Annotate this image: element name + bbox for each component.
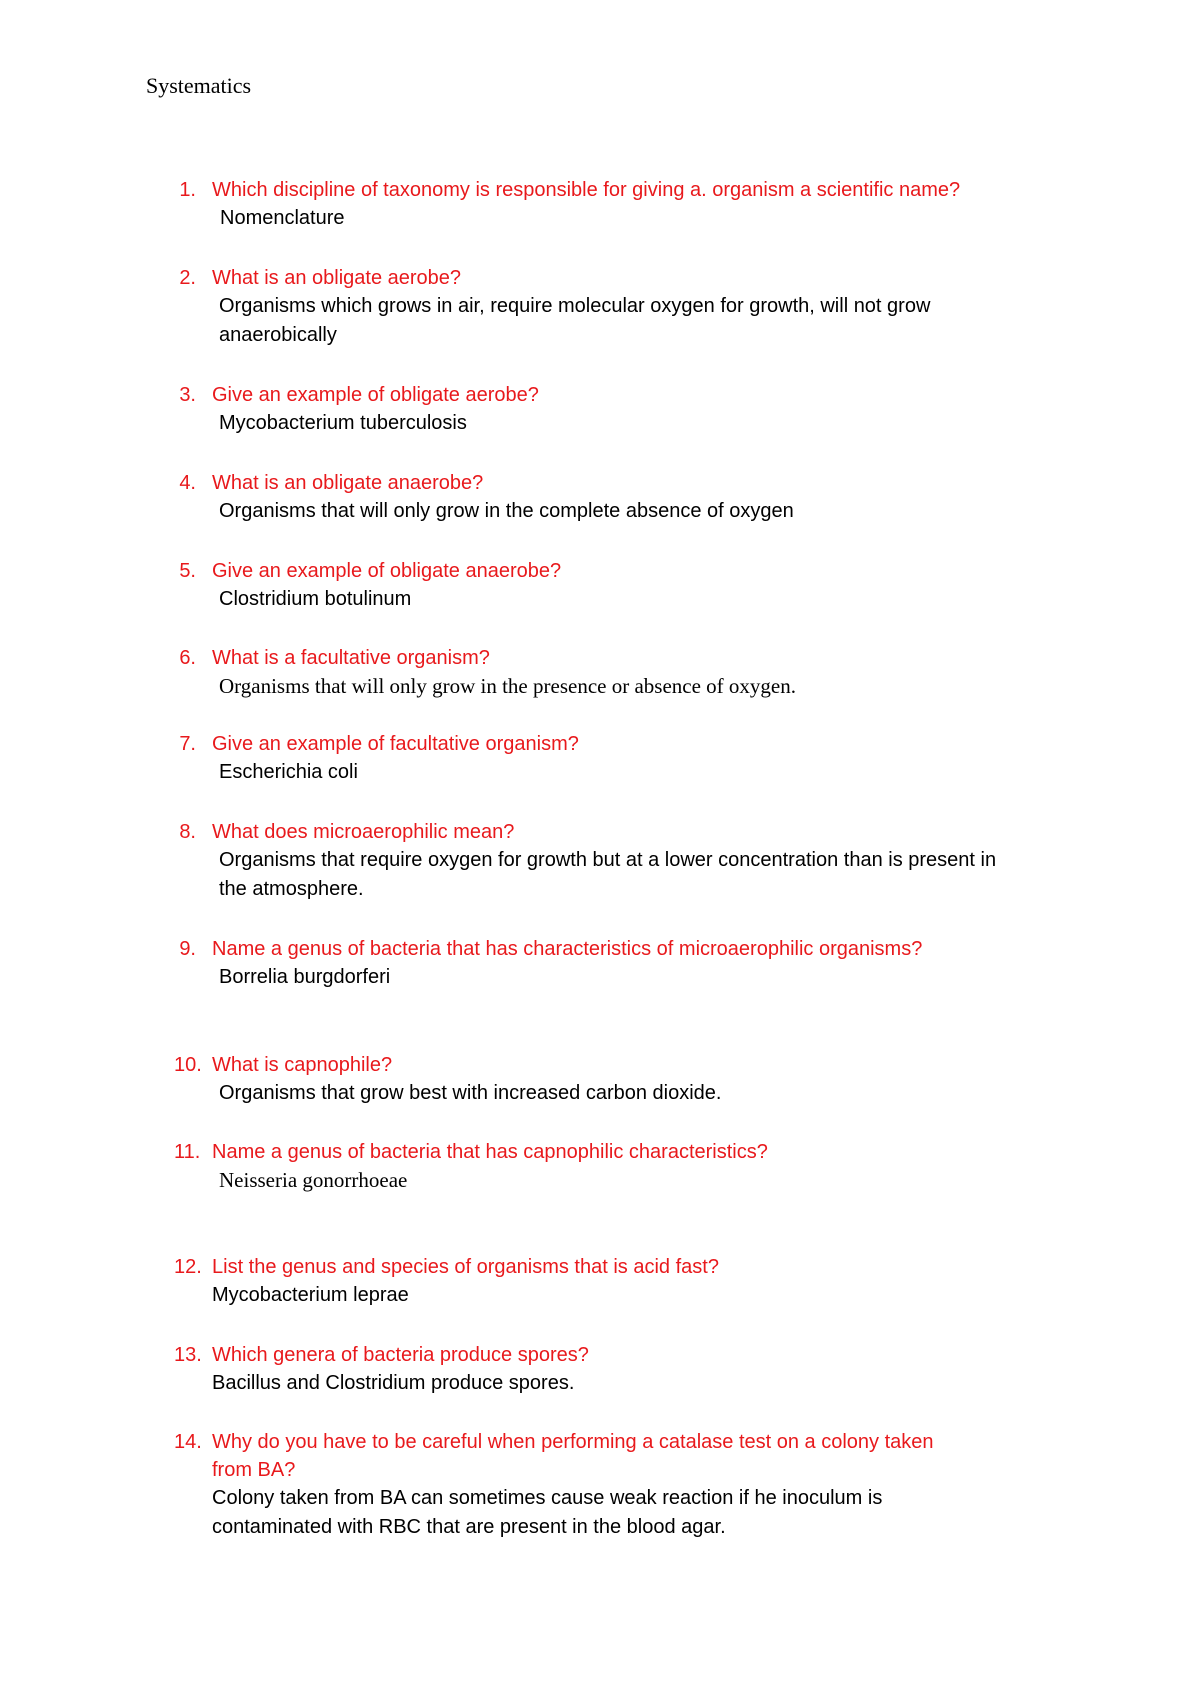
question-line xyxy=(0,935,1200,963)
question-block-13 xyxy=(0,1341,1200,1398)
question-block-1 xyxy=(0,176,1200,233)
question-line xyxy=(0,557,1200,585)
answer-text: Organisms which grows in air, require molecular oxygen for growth, will not grow anaerobically xyxy=(219,295,931,346)
question-text: Give an example of obligate aerobe? xyxy=(212,384,539,406)
question-line xyxy=(0,1253,1200,1281)
question-block-5 xyxy=(0,557,1200,614)
question-number: 14. xyxy=(174,1431,202,1453)
question-text: What is an obligate aerobe? xyxy=(212,267,462,289)
question-block-10 xyxy=(0,1051,1200,1108)
answer-text: Mycobacterium leprae xyxy=(212,1284,409,1306)
question-line xyxy=(0,1341,1200,1369)
answer-text: Borrelia burgdorferi xyxy=(219,966,391,988)
document-title: Systematics xyxy=(146,73,252,98)
question-number: 11. xyxy=(174,1141,201,1163)
answer-text: Organisms that will only grow in the complete absence of oxygen xyxy=(219,500,794,522)
answer-text: Escherichia coli xyxy=(219,761,358,783)
question-number: 4. xyxy=(179,472,196,494)
question-block-11 xyxy=(0,1138,1200,1195)
question-text: Why do you have to be careful when performing a catalase test on a colony taken xyxy=(212,1431,934,1453)
question-block-3 xyxy=(0,381,1200,438)
answer-text: Clostridium botulinum xyxy=(219,588,412,610)
question-number: 6. xyxy=(179,647,196,669)
question-number: 3. xyxy=(179,384,196,406)
question-text: Name a genus of bacteria that has characteristics of microaerophilic organisms? xyxy=(212,938,923,960)
question-line xyxy=(0,1138,1200,1166)
question-text: Which genera of bacteria produce spores? xyxy=(212,1344,589,1366)
question-text: What is a facultative organism? xyxy=(212,647,490,669)
question-line xyxy=(0,818,1200,846)
question-block-14 xyxy=(0,1428,1200,1542)
answer-text: Neisseria gonorrhoeae xyxy=(219,1168,408,1192)
question-number: 10. xyxy=(174,1054,202,1076)
answer-text: Organisms that require oxygen for growth but at a lower concentration than is present in the atmosphere. xyxy=(219,849,997,900)
question-number: 8. xyxy=(179,821,196,843)
question-number: 5. xyxy=(179,560,196,582)
question-text: What is an obligate anaerobe? xyxy=(212,472,484,494)
question-number: 13. xyxy=(174,1344,202,1366)
question-number: 2. xyxy=(179,267,196,289)
question-text: Give an example of obligate anaerobe? xyxy=(212,560,562,582)
question-block-6 xyxy=(0,644,1200,701)
question-line xyxy=(0,1051,1200,1079)
question-text: Which discipline of taxonomy is responsible for giving a. organism a scientific name? xyxy=(212,179,961,201)
question-text-continued: from BA? xyxy=(212,1459,296,1481)
question-block-7 xyxy=(0,730,1200,787)
question-line xyxy=(0,469,1200,497)
answer-text: Mycobacterium tuberculosis xyxy=(219,412,467,434)
question-line xyxy=(0,176,1200,204)
question-number: 9. xyxy=(179,938,196,960)
question-text: Name a genus of bacteria that has capnophilic characteristics? xyxy=(212,1141,768,1163)
question-line xyxy=(0,1428,1200,1456)
question-block-8 xyxy=(0,818,1200,904)
question-text: What is capnophile? xyxy=(212,1054,393,1076)
question-number: 12. xyxy=(174,1256,202,1278)
question-line xyxy=(0,644,1200,672)
answer-text: Nomenclature xyxy=(220,207,345,229)
answer-text: Organisms that will only grow in the presence or absence of oxygen. xyxy=(219,674,796,698)
question-block-9 xyxy=(0,935,1200,992)
question-text: Give an example of facultative organism? xyxy=(212,733,579,755)
question-text: List the genus and species of organisms that is acid fast? xyxy=(212,1256,719,1278)
answer-text: Organisms that grow best with increased carbon dioxide. xyxy=(219,1082,722,1104)
question-line xyxy=(0,264,1200,292)
question-number: 7. xyxy=(179,733,196,755)
answer-text: Colony taken from BA can sometimes cause weak reaction if he inoculum is contaminated with RBC that are present in the blood agar. xyxy=(212,1487,883,1538)
question-block-4 xyxy=(0,469,1200,526)
question-line xyxy=(0,381,1200,409)
question-text: What does microaerophilic mean? xyxy=(212,821,515,843)
question-block-2 xyxy=(0,264,1200,350)
question-number: 1. xyxy=(179,179,196,201)
answer-text: Bacillus and Clostridium produce spores. xyxy=(212,1372,575,1394)
question-line xyxy=(0,730,1200,758)
question-block-12 xyxy=(0,1253,1200,1310)
